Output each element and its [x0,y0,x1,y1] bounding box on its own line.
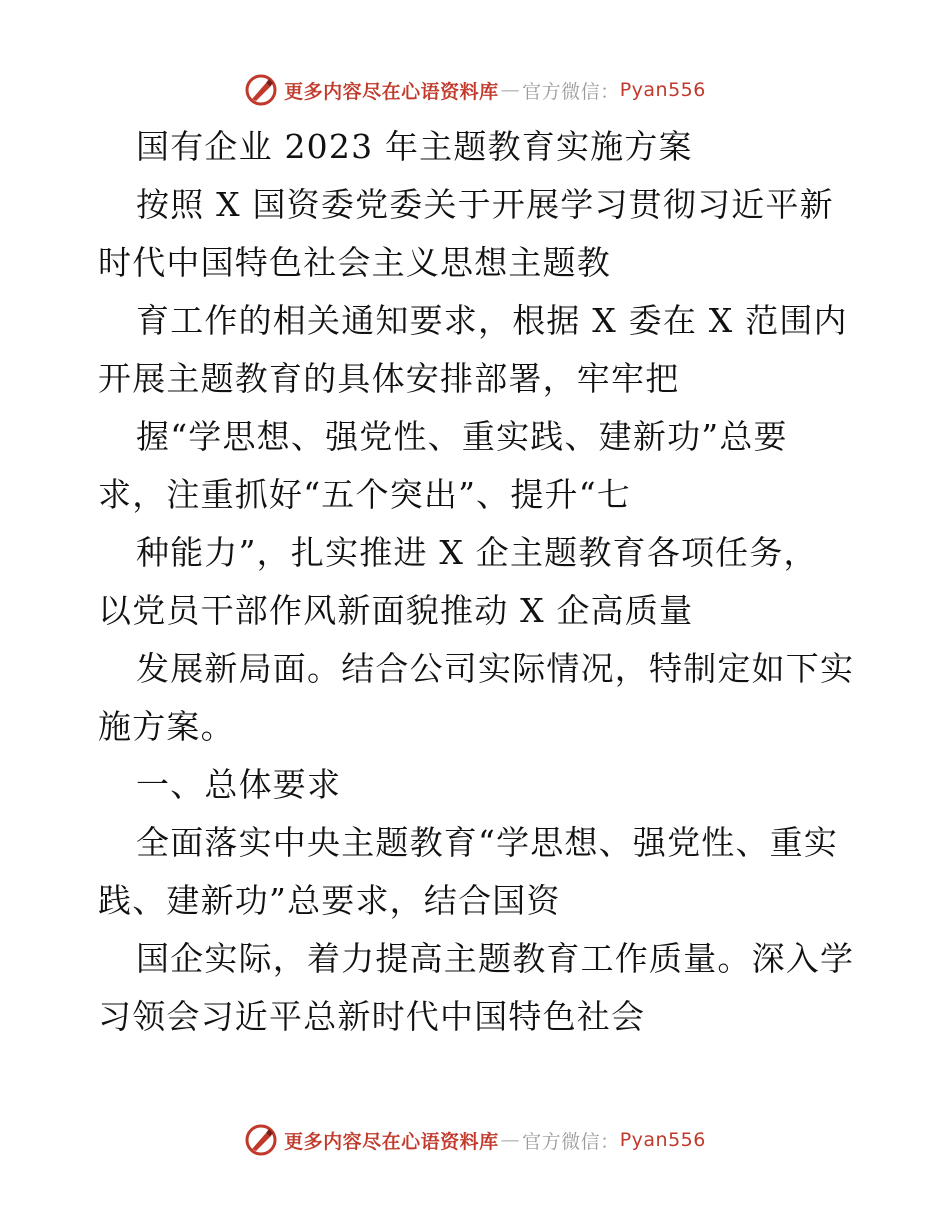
pen-logo-icon [244,1123,278,1157]
watermark-separator: — [500,1129,521,1151]
watermark-brand: 更多内容尽在心语资料库 [284,1130,499,1153]
watermark-header [0,70,950,110]
watermark-id: Pyan556 [619,1129,706,1151]
text-line: 按照 X 国资委党委关于开展学习贯彻习近平新 [136,185,834,224]
text-line: 践、建新功”总要求，结合国资 [98,881,561,920]
text-line: 求，注重抓好“五个突出”、提升“七 [98,475,632,514]
text-line: 习领会习近平总新时代中国特色社会 [98,997,646,1036]
text-line: 开展主题教育的具体安排部署，牢牢把 [98,359,680,398]
text-line: 种能力”，扎实推进 X 企主题教育各项任务， [136,533,818,572]
text-line: 一、总体要求 [136,765,342,804]
text-line: 施方案。 [98,707,235,746]
text-line: 时代中国特色社会主义思想主题教 [98,243,611,282]
document-body [98,118,858,1046]
watermark-label: 官方微信： [522,1130,620,1153]
document-title: 国有企业 2023 年主题教育实施方案 [136,127,693,166]
watermark-brand: 更多内容尽在心语资料库 [284,80,499,103]
watermark-separator: — [500,79,521,101]
watermark-footer [0,1120,950,1160]
text-line: 国企实际，着力提高主题教育工作质量。深入学 [136,939,855,978]
text-line: 握“学思想、强党性、重实践、建新功”总要 [136,417,788,456]
watermark-label: 官方微信： [522,80,620,103]
text-line: 全面落实中央主题教育“学思想、强党性、重实 [136,823,839,862]
text-line: 发展新局面。结合公司实际情况，特制定如下实 [136,649,855,688]
text-line: 育工作的相关通知要求，根据 X 委在 X 范围内 [136,301,848,340]
watermark-id: Pyan556 [619,79,706,101]
text-line: 以党员干部作风新面貌推动 X 企高质量 [98,591,694,630]
pen-logo-icon [244,73,278,107]
